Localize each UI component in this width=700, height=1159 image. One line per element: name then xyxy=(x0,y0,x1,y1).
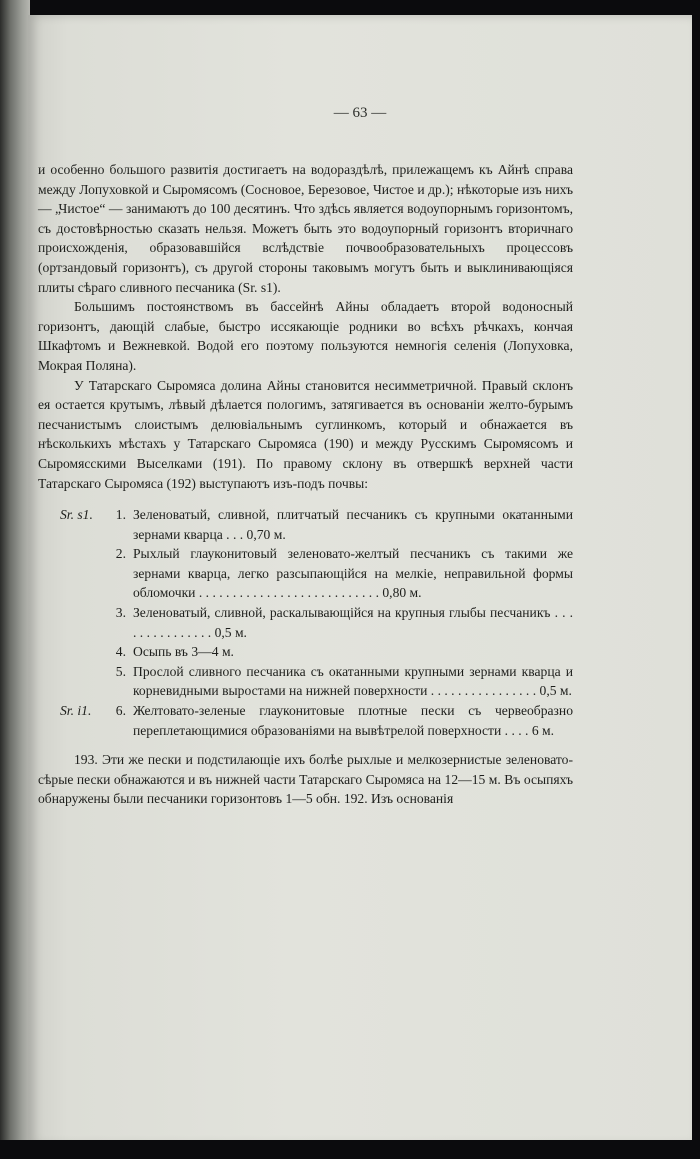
paragraph-2: Большимъ постоянствомъ въ бассейнѣ Айны обладаетъ второй водоносный горизонтъ, дающій слабые, быстро иссякающіе родники во всѣхъ рѣчкахъ, кончая Шкафтомъ и Вежневкой. Водой его поэтому пользуются немногія селенія (Лопуховка, Мокрая Поляна). xyxy=(38,299,573,373)
body-text xyxy=(38,160,573,809)
layer-description: Зеленоватый, сливной, раскалывающійся на крупныя глыбы песчаникъ . . . . . . . . . . . . . . . 0,5 м. xyxy=(133,605,573,640)
layer-number: 3. xyxy=(115,605,126,621)
layer-item xyxy=(38,544,573,603)
layer-description: Прослой сливного песчаника съ окатанными крупными зернами кварца и корневидными выростами на нижней поверхности . . . . . . . . . . . . . . . . 0,5 м. xyxy=(133,663,573,699)
layer-code: Sr. s1. xyxy=(60,507,93,523)
layer-code: Sr. i1. xyxy=(60,703,92,719)
layer-list xyxy=(38,505,573,740)
layer-description: Желтовато-зеленые глауконитовые плотные пески съ червеобразно переплетающимися образованіями на вывѣтрелой поверхности . . . . 6 м. xyxy=(133,703,573,738)
layer-number: 4. xyxy=(115,644,126,660)
layer-number: 6. xyxy=(115,703,126,719)
layer-number: 5. xyxy=(115,663,126,679)
layer-number: 1. xyxy=(115,507,126,523)
page-number: — 63 — xyxy=(333,105,387,121)
layer-item xyxy=(38,505,573,544)
paragraph-3: У Татарскаго Сыромяса долина Айны становится несимметричной. Правый склонъ ея остается крутымъ, лѣвый дѣлается пологимъ, затягивается въ основаніи желто-бурымъ песчанистымъ слоистымъ делювіальнымъ суглинкомъ, который и обнажается въ нѣсколькихъ мѣстахъ у Татарскаго Сыромяса (190) и между Русскимъ Сыромясомъ и Сыромясскими Выселками (191). По правому склону въ отвершкѣ верхней части Татарскаго Сыромяса (192) выступаютъ изъ-подъ почвы: xyxy=(38,377,573,491)
layer-description: Рыхлый глауконитовый зеленовато-желтый песчаникъ съ такими же зернами кварца, легко разсыпающійся на мелкіе, неправильной формы обломочки . . . . . . . . . . . . . . . . . . . . . . . . . . . 0,80 м. xyxy=(133,546,573,601)
paragraph-4: 193. Эти же пески и подстилающіе ихъ болѣе рыхлые и мелкозернистые зеленовато-сѣрые пески обнажаются и въ нижней части Татарскаго Сыромяса на 12—15 м. Въ осыпяхъ обнаружены были песчаники горизонтовъ 1—5 обн. 192. Изъ основанія xyxy=(38,752,573,807)
layer-item xyxy=(38,603,573,642)
left-page-edge xyxy=(0,0,30,1159)
layer-item xyxy=(38,642,573,662)
layer-number: 2. xyxy=(115,546,126,562)
paragraph-1: и особенно большого развитія достигаетъ на водораздѣлѣ, прилежащемъ къ Айнѣ справа между Лопуховкой и Сыромясомъ (Сосновое, Березовое, Чистое и др.); нѣкоторые изъ нихъ — „Чистое“ — занимаютъ до 100 десятинъ. Что здѣсь является водоупорнымъ горизонтомъ, съ достовѣрностью сказать нельзя. Можетъ быть это водоупорный горизонтъ вторичнаго происхожденія, образовавшійся вслѣдствіе почвообразовательныхъ процессовъ (ортзандовый горизонтъ), съ другой стороны таковымъ могутъ быть и выклинивающіяся плиты сѣраго сливного песчаника (Sr. s1). xyxy=(38,162,573,295)
layer-description: Осыпь въ 3—4 м. xyxy=(133,644,234,660)
layer-item xyxy=(38,701,573,740)
layer-description: Зеленоватый, сливной, плитчатый песчаникъ съ крупными окатанными зернами кварца . . . 0,70 м. xyxy=(133,507,573,542)
bottom-background xyxy=(0,1140,700,1159)
layer-item xyxy=(38,662,573,701)
book-page xyxy=(28,15,692,1145)
